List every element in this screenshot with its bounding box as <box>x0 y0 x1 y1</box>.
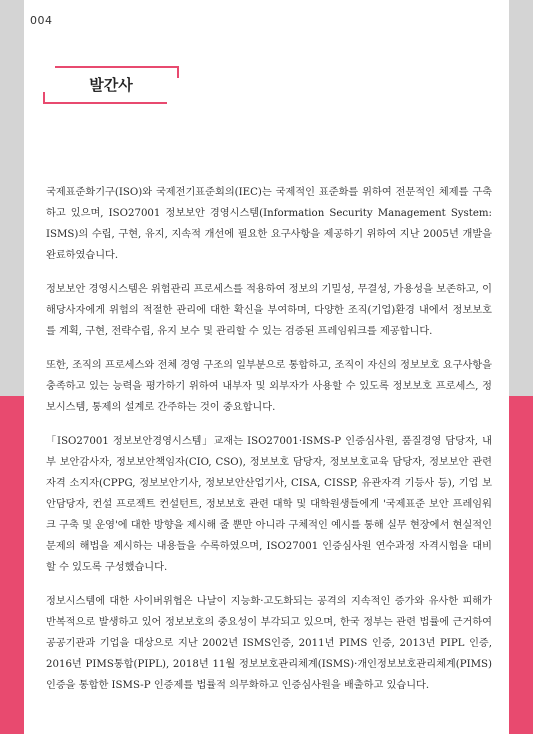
title-frame <box>43 66 179 104</box>
page-number: 004 <box>30 14 53 27</box>
paragraph: 국제표준화기구(ISO)와 국제전기표준회의(IEC)는 국제적인 표준화를 위하여 전문적인 체제를 구축하고 있으며, ISO27001 정보보안 경영시스템(Information Security Management System: ISMS)의 수립, 구현, 유지, 지속적 개선에 필요한 요구사항을 제공하기 위하여 지난 2005년 개발을 완료하였습니다. <box>46 187 492 261</box>
paragraph: 「ISO27001 정보보안경영시스템」교재는 ISO27001·ISMS-P 인증심사원, 품질경영 담당자, 내부 보안감사자, 정보보안책임자(CIO, CSO), 정보보호 담당자, 정보보호교육 담당자, 정보보안 관련자격 소지자(CPPG, 정보보안기사, 정보보안산업기사, CISA, CISSP, 유관자격 기등사 등), 기업 보안담당자, 컨설 프로젝트 컨설턴트, 정보보호 관련 대학 및 대학원생들에게 '국제표준 보안 프레임워크 구축 및 운영'에 대한 방향을 제시해 줄 뿐만 아니라 구체적인 예시를 통해 실무 현장에서 현실적인 문제의 해법을 제시하는 내용들을 수록하였으며, ISO27001 인증심사원 연수과정 자격시험을 대비할 수 있도록 구성했습니다. <box>46 436 492 573</box>
paragraph: 정보시스템에 대한 사이버위협은 나날이 지능화·고도화되는 공격의 지속적인 증가와 유사한 피해가 반복적으로 발생하고 있어 정보보호의 중요성이 부각되고 있으며, 한국 정부는 관련 법률에 근거하여 공공기관과 기업을 대상으로 지난 2002년 ISMS인증, 2011년 PIMS 인증, 2013년 PIPL 인증, 2016년 PIMS통합(PIPL), 2018년 11월 정보보호관리체계(ISMS)·개인정보보호관리체계(PIMS) 인증을 통합한 ISMS-P 인증제를 법률적 의무화하고 인증심사원을 배출하고 있습니다. <box>46 596 492 691</box>
page-title: 발간사 <box>89 76 133 94</box>
body-text <box>46 182 492 709</box>
paragraph: 또한, 조직의 프로세스와 전체 경영 구조의 일부분으로 통합하고, 조직이 자신의 정보보호 요구사항을 충족하고 있는 능력을 평가하기 위하여 내부자 및 외부자가 사용할 수 있도록 정보보호 프로세스, 정보시스템, 통제의 설계로 간주하는 것이 중요합니다. <box>46 360 492 413</box>
paragraph: 정보보안 경영시스템은 위험관리 프로세스를 적용하여 정보의 기밀성, 무결성, 가용성을 보존하고, 이해당사자에게 위험의 적절한 관리에 대한 확신을 부여하며, 다양한 조직(기업)환경 내에서 정보보호를 계획, 구현, 전략수립, 유지 보수 및 관리할 수 있는 검증된 프레임워크를 제공합니다. <box>46 284 492 337</box>
